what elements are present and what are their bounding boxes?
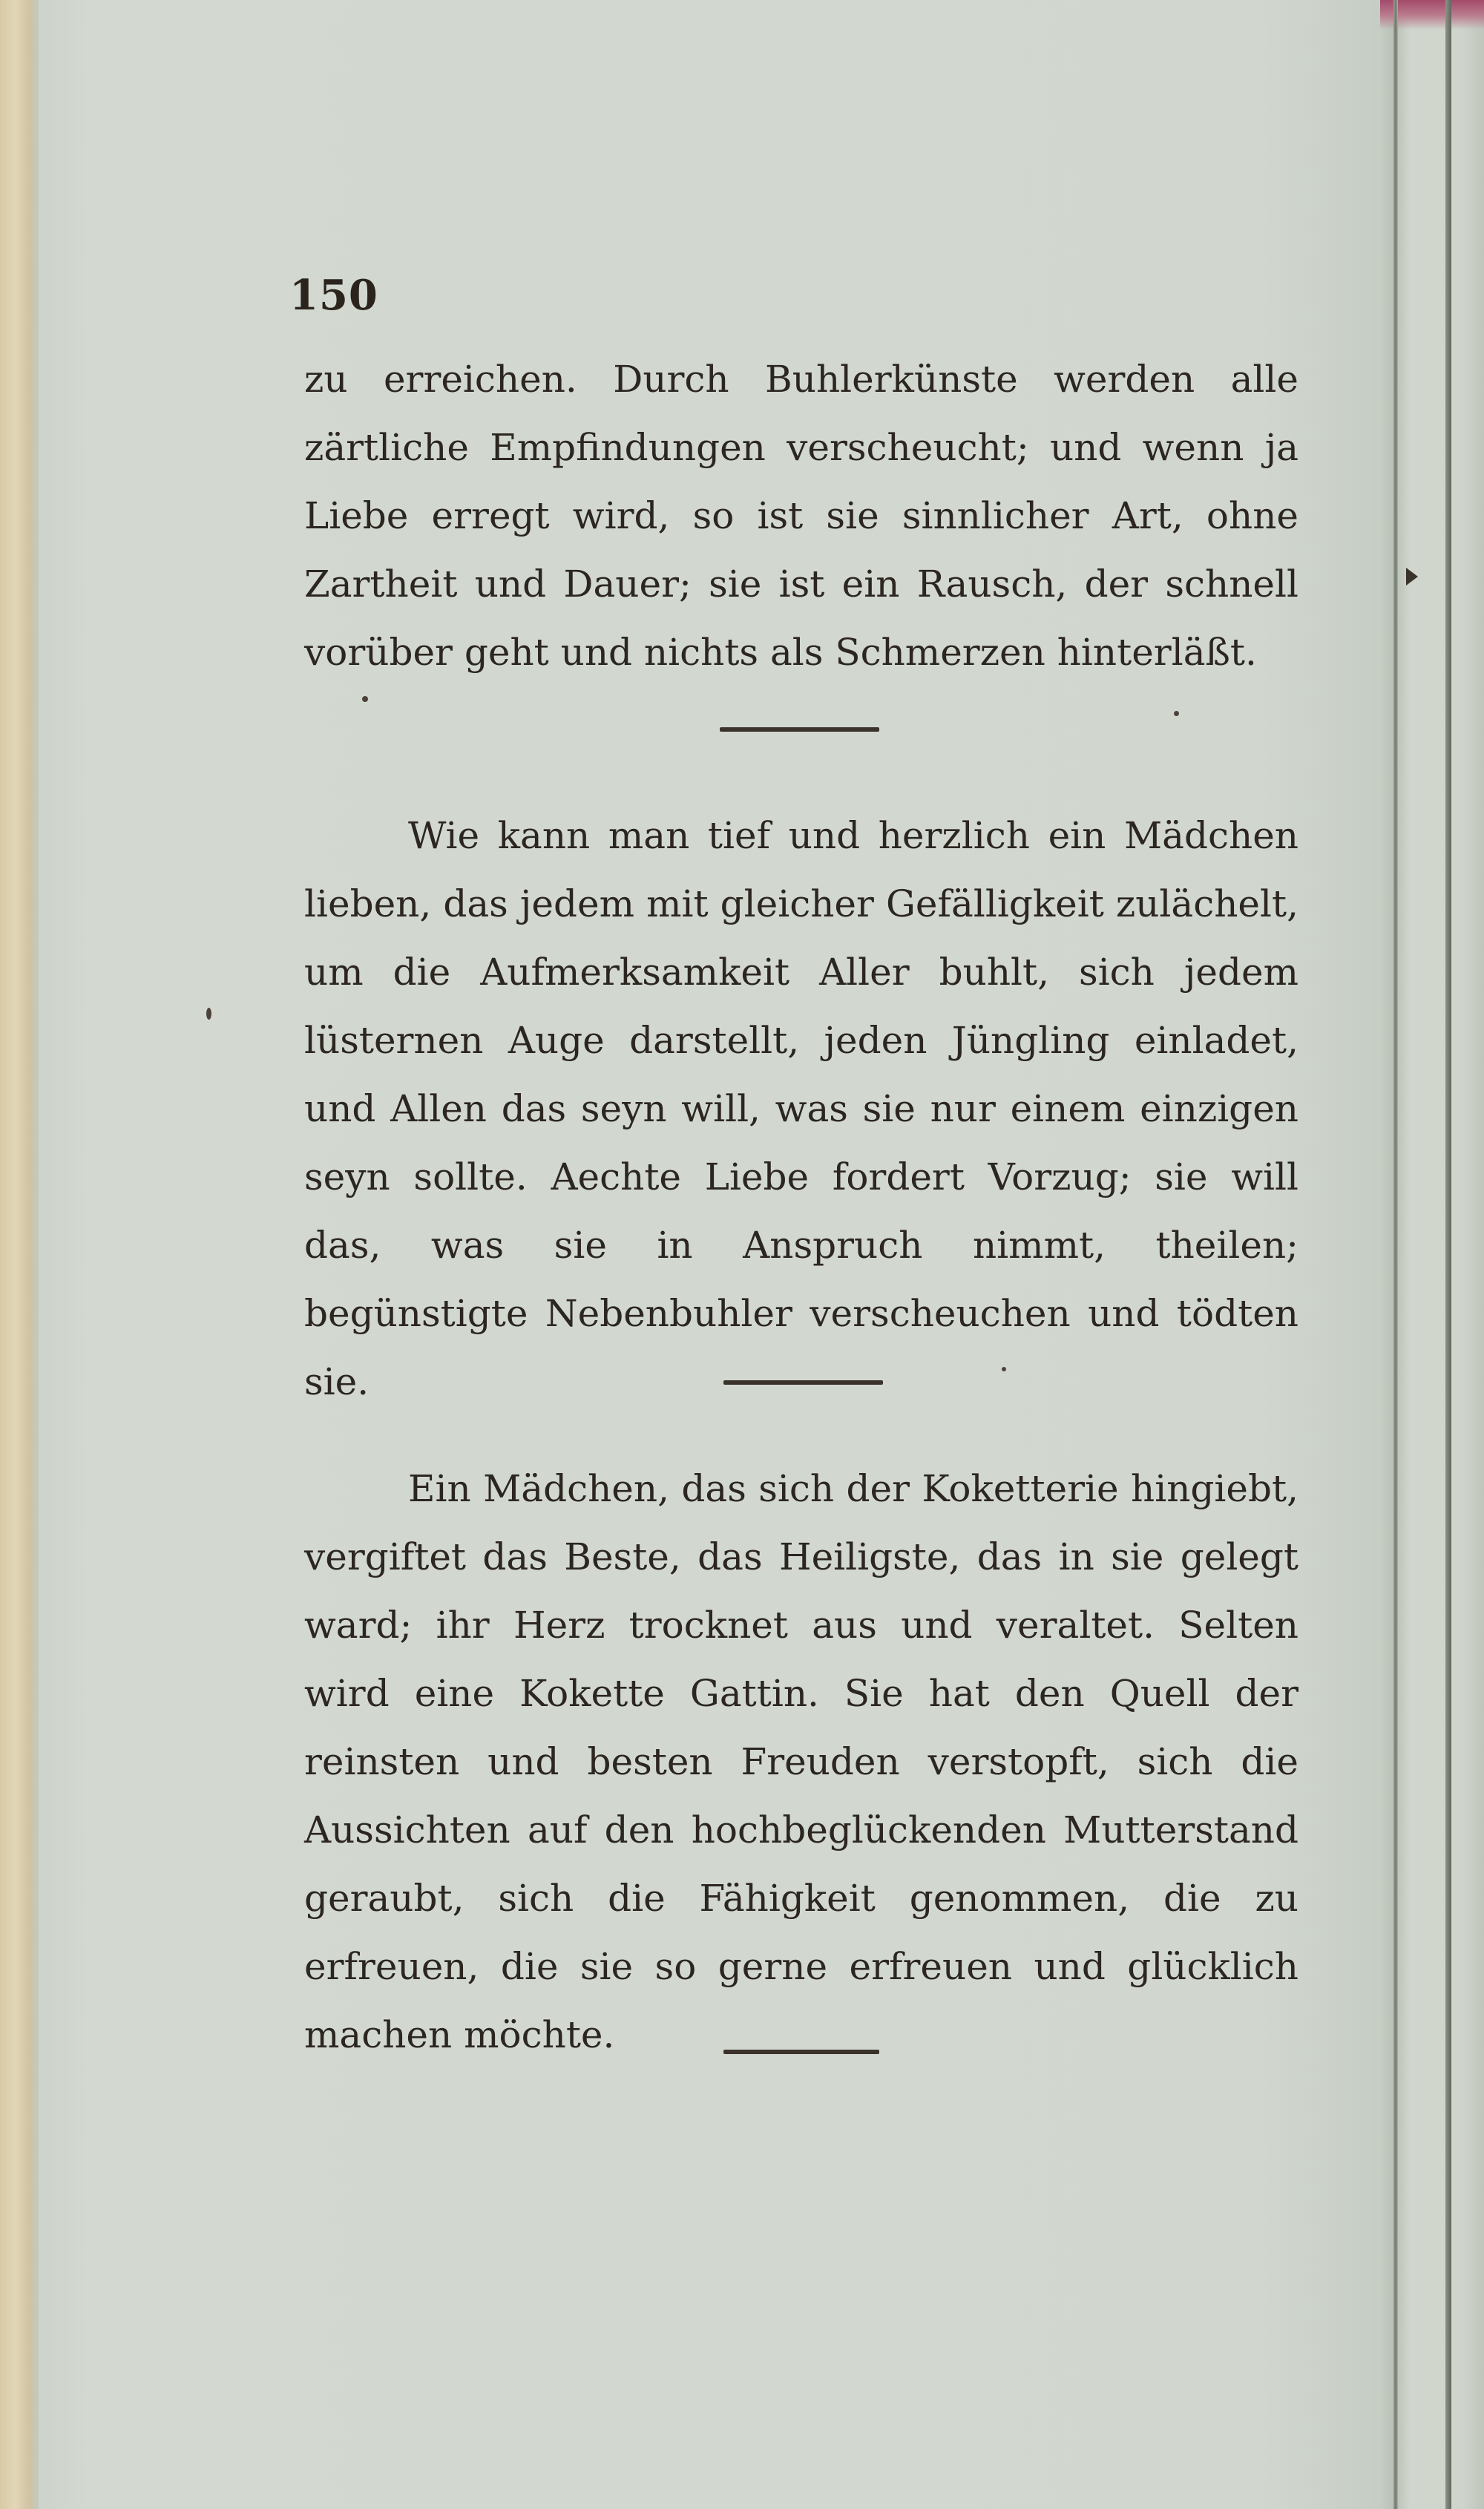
- section-divider: [723, 2050, 879, 2054]
- section-divider: [723, 1380, 883, 1385]
- ink-speck: [1174, 711, 1179, 716]
- section-divider: [720, 727, 879, 732]
- page-fold: [1393, 0, 1398, 2509]
- ink-speck: [362, 696, 368, 702]
- ink-speck: [206, 1008, 211, 1020]
- page-gutter-left: [0, 0, 39, 2509]
- paragraph-3: Ein Mädchen, das sich der Koketterie hingiebt, vergiftet das Beste, das Heiligste, das in sie gelegt ward; ihr Herz trocknet aus und veraltet. Selten wird eine Kokette Gattin. Sie hat den Quell der reinsten und besten Freuden verstopft, sich die Aussichten auf den hochbeglückenden Mutterstand geraubt, sich die Fähigkeit genommen, die zu erfreuen, die sie so gerne erfreuen und glücklich machen möchte.: [304, 1467, 1298, 2056]
- margin-mark: [1406, 568, 1418, 586]
- paragraph-1: zu erreichen. Durch Buhlerkünste werden alle zärtliche Empfindungen verscheucht; und wenn ja Liebe erregt wird, so ist sie sinnlicher Art, ohne Zartheit und Dauer; sie ist ein Rausch, der schnell vorüber geht und nichts als Schmerzen hinterläßt.: [304, 358, 1298, 674]
- paragraph-2: Wie kann man tief und herzlich ein Mädchen lieben, das jedem mit gleicher Gefälligkeit zulächelt, um die Aufmerksamkeit Aller buhlt, sich jedem lüsternen Auge darstellt, jeden Jüngling einladet, und Allen das seyn will, was sie nur einem einzigen seyn sollte. Aechte Liebe fordert Vorzug; sie will das, was sie in Anspruch nimmt, theilen; begünstigte Nebenbuhler verscheuchen und tödten sie.: [304, 814, 1298, 1403]
- page-number: 150: [289, 271, 378, 320]
- page-edge-right: [1445, 0, 1451, 2509]
- ink-speck: [1002, 1367, 1006, 1371]
